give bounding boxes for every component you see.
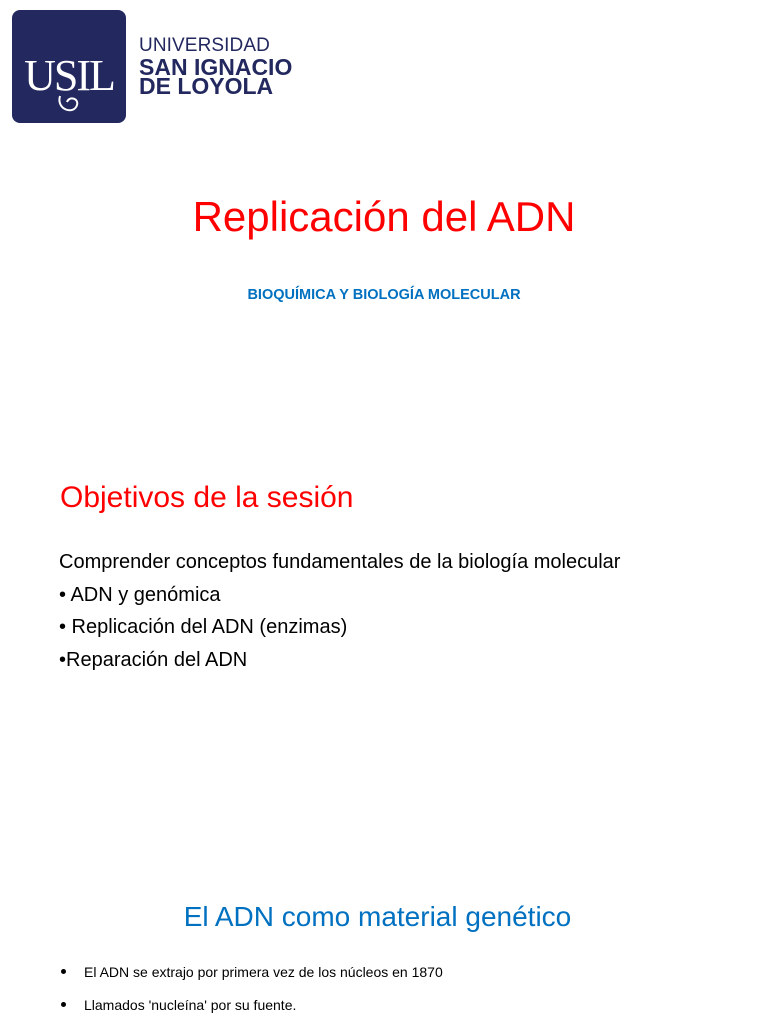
logo-wordmark-line3: DE LOYOLA — [139, 73, 274, 99]
logo-wordmark-line2: SAN IGNACIO — [139, 54, 293, 80]
university-logo — [12, 10, 126, 123]
course-subtitle: BIOQUÍMICA Y BIOLOGÍA MOLECULAR — [247, 287, 521, 303]
logo-monogram: USIL — [24, 51, 114, 100]
dna-bullet-list — [61, 955, 443, 1021]
logo-monogram-badge — [12, 10, 126, 123]
objectives-list — [59, 546, 620, 676]
list-item-text: Llamados 'nucleína' por su fuente. — [84, 996, 297, 1013]
list-item-text: El ADN se extrajo por primera vez de los núcleos en 1870 — [84, 963, 443, 980]
objectives-heading: Objetivos de la sesión — [60, 481, 354, 514]
objectives-item: •Reparación del ADN — [59, 648, 248, 671]
objectives-item: • ADN y genómica — [59, 583, 221, 606]
presentation-title: Replicación del ADN — [192, 193, 576, 240]
objectives-intro-line: Comprender conceptos fundamentales de la biología molecular — [59, 551, 621, 573]
bullet-icon — [61, 1002, 66, 1007]
objectives-item: • Replicación del ADN (enzimas) — [59, 616, 348, 638]
dna-section-heading: El ADN como material genético — [183, 901, 572, 932]
list-item — [61, 988, 443, 1021]
bullet-icon — [61, 969, 66, 974]
logo-wordmark-line1: UNIVERSIDAD — [139, 35, 270, 56]
list-item — [61, 955, 443, 988]
